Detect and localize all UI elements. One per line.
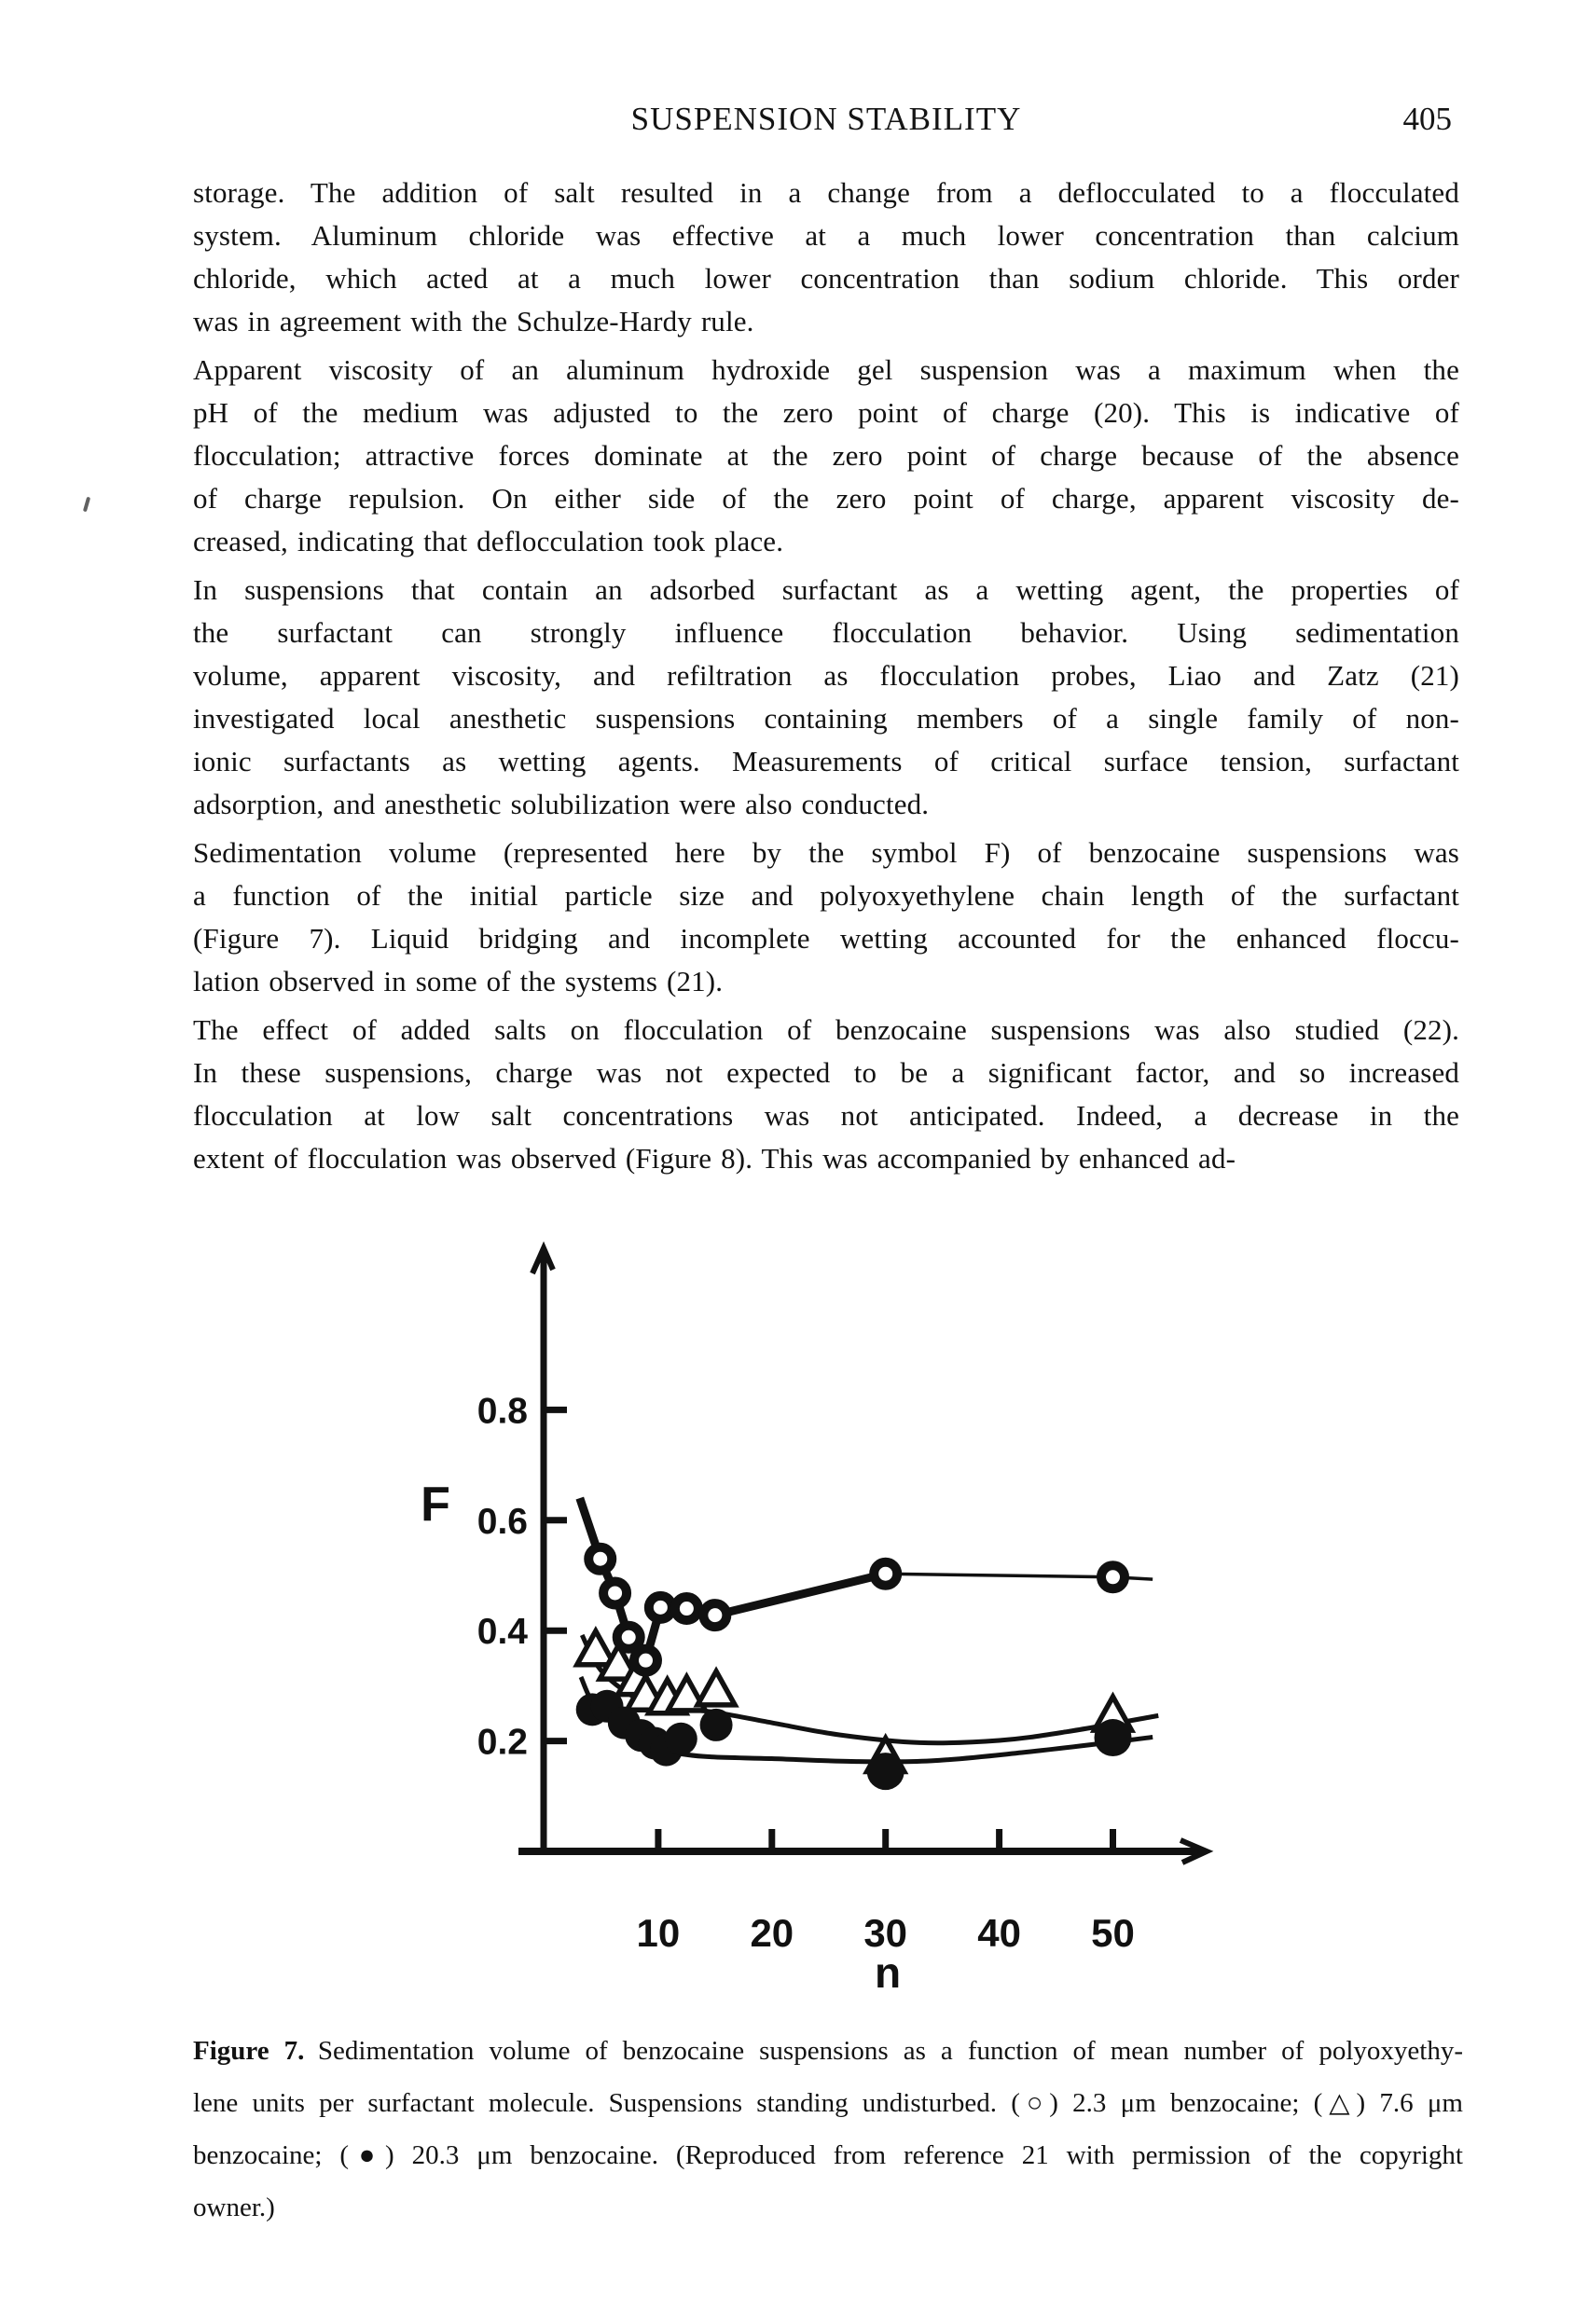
text-line: Sedimentation volume (represented here by the symbol F) of benzocaine suspensions was: [193, 836, 1459, 869]
text-line: adsorption, and anesthetic solubilization were also conducted.: [193, 788, 930, 820]
x-tick-label: 40: [977, 1911, 1021, 1955]
text-line: volume, apparent viscosity, and refiltration as flocculation probes, Liao and Zatz (21): [193, 659, 1459, 692]
marker-filled-circle: [665, 1723, 697, 1755]
paragraph: [193, 832, 1459, 1003]
paragraph: [193, 1009, 1459, 1180]
text-line: flocculation; attractive forces dominate at the zero point of charge because of the absence: [193, 439, 1459, 472]
caption-line: lene units per surfactant molecule. Suspensions standing undisturbed. (○) 2.3 μm benzocaine; (△) 7.6 μm: [193, 2088, 1463, 2118]
paragraph: [193, 349, 1459, 563]
marker-open-circle: [675, 1597, 698, 1620]
caption-line: Figure 7. Sedimentation volume of benzocaine suspensions as a function of mean number of polyoxyethy-: [193, 2036, 1463, 2066]
text-line: creased, indicating that deflocculation took place.: [193, 525, 784, 557]
marker-open-circle: [874, 1562, 897, 1586]
y-axis-label: F: [421, 1478, 450, 1532]
marker-filled-circle: [700, 1709, 733, 1741]
text-line: storage. The addition of salt resulted in a change from a deflocculated to a flocculated: [193, 176, 1459, 209]
text-line: (Figure 7). Liquid bridging and incomplete wetting accounted for the enhanced floccu-: [193, 922, 1459, 955]
caption-line: owner.): [193, 2193, 275, 2222]
y-tick-label: 0.8: [476, 1391, 528, 1432]
text-line: was in agreement with the Schulze-Hardy rule.: [193, 305, 754, 337]
text-line: In these suspensions, charge was not expected to be a significant factor, and so increased: [193, 1056, 1459, 1089]
marker-open-circle: [617, 1626, 641, 1649]
text-line: flocculation at low salt concentrations was not anticipated. Indeed, a decrease in the: [193, 1099, 1459, 1132]
x-tick-label: 50: [1091, 1911, 1135, 1955]
text-line: In suspensions that contain an adsorbed surfactant as a wetting agent, the properties of: [193, 573, 1459, 606]
marker-open-circle: [588, 1547, 612, 1571]
running-header: [193, 99, 1459, 140]
text-line: lation observed in some of the systems (21).: [193, 965, 724, 997]
text-line: Apparent viscosity of an aluminum hydroxide gel suspension was a maximum when the: [193, 353, 1459, 386]
scan-artifact: [83, 497, 90, 512]
caption-line: benzocaine; (●) 20.3 μm benzocaine. (Reproduced from reference 21 with permission of the copyright: [193, 2140, 1463, 2170]
marker-open-circle: [703, 1603, 726, 1627]
marker-open-circle: [1101, 1565, 1125, 1588]
figure-7-chart: [0, 1238, 1574, 2004]
text-line: chloride, which acted at a much lower concentration than sodium chloride. This order: [193, 262, 1459, 295]
marker-filled-circle: [1095, 1719, 1132, 1756]
page-number: 405: [1402, 101, 1452, 137]
y-tick-label: 0.4: [476, 1612, 528, 1653]
page-title: SUSPENSION STABILITY: [630, 101, 1022, 137]
y-tick-label: 0.2: [476, 1722, 528, 1763]
x-tick-label: 20: [750, 1911, 794, 1955]
x-tick-label: 30: [863, 1911, 908, 1955]
text-line: a function of the initial particle size and polyoxyethylene chain length of the surfactant: [193, 879, 1459, 912]
marker-open-circle: [649, 1596, 672, 1619]
body-text: [193, 172, 1459, 1186]
text-line: The effect of added salts on flocculation of benzocaine suspensions was also studied (22).: [193, 1013, 1459, 1046]
figure-caption-label: Figure 7.: [193, 2036, 305, 2066]
y-tick-label: 0.6: [476, 1501, 528, 1542]
text-line: extent of flocculation was observed (Figure 8). This was accompanied by enhanced ad-: [193, 1142, 1236, 1175]
marker-open-circle: [634, 1649, 657, 1672]
text-line: of charge repulsion. On either side of the zero point of charge, apparent viscosity de-: [193, 482, 1459, 515]
marker-filled-circle: [867, 1753, 904, 1790]
text-line: ionic surfactants as wetting agents. Measurements of critical surface tension, surfactant: [193, 745, 1459, 777]
marker-open-circle: [603, 1581, 627, 1604]
x-tick-label: 10: [636, 1911, 681, 1955]
text-line: investigated local anesthetic suspensions containing members of a single family of non-: [193, 702, 1459, 735]
paragraph: [193, 172, 1459, 343]
x-axis-label: n: [874, 1948, 902, 1997]
marker-open-triangle: [697, 1671, 735, 1705]
text-line: pH of the medium was adjusted to the zero point of charge (20). This is indicative of: [193, 396, 1459, 429]
figure-caption: [193, 2025, 1463, 2234]
paragraph: [193, 569, 1459, 826]
text-line: system. Aluminum chloride was effective at a much lower concentration than calcium: [193, 219, 1459, 252]
text-line: the surfactant can strongly influence flocculation behavior. Using sedimentation: [193, 616, 1459, 649]
